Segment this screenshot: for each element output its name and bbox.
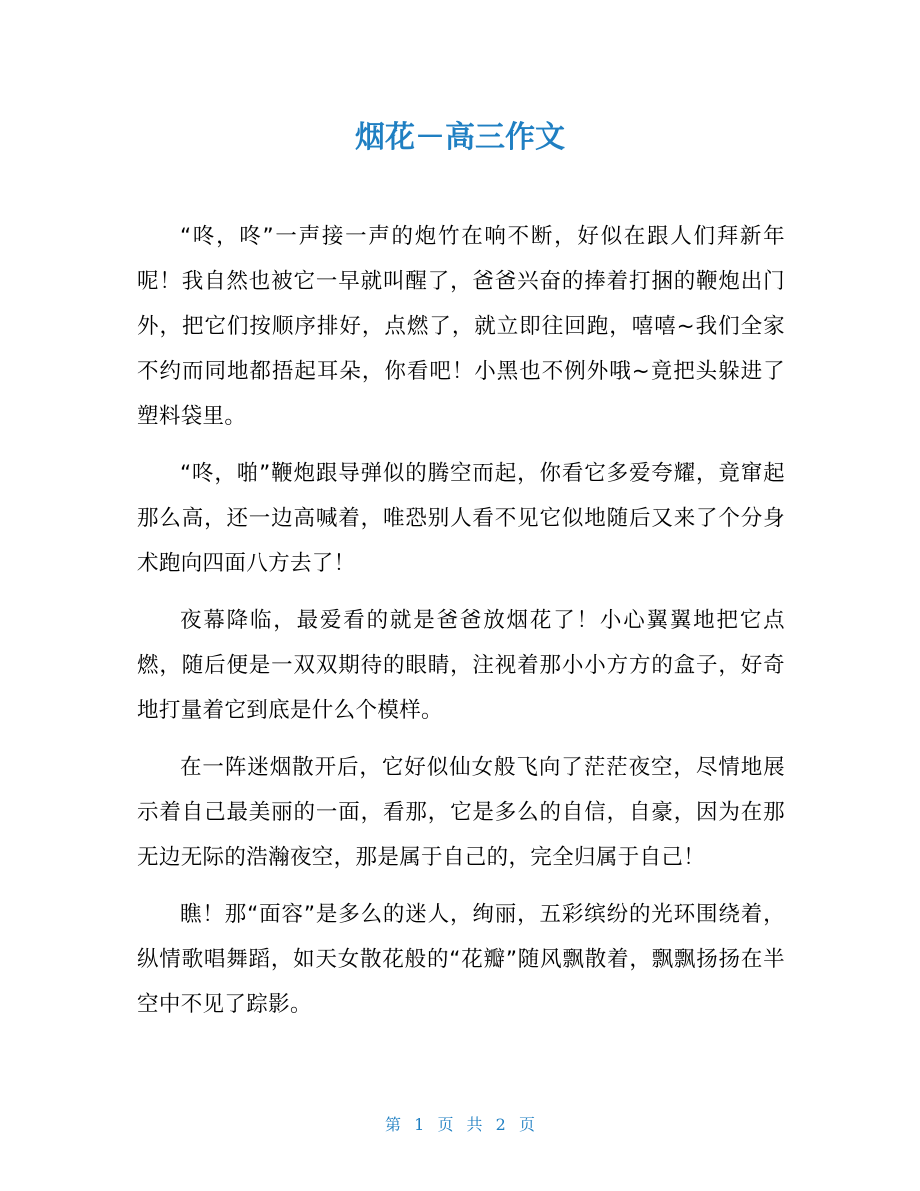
paragraph-5: 瞧！那“面容”是多么的迷人，绚丽，五彩缤纷的光环围绕着，纵情歌唱舞蹈，如天女散花般的“花瓣”随风飘散着，飘飘扬扬在半空中不见了踪影。 (137, 902, 785, 1017)
footer-word-gong: 共 (466, 1115, 483, 1134)
footer-word-di: 第 (385, 1115, 402, 1134)
footer-total-pages: 2 (495, 1115, 506, 1134)
document-title: 烟花－高三作文 (355, 120, 565, 155)
page-footer (0, 1113, 920, 1137)
paragraph-3: 夜幕降临，最爱看的就是爸爸放烟花了！小心翼翼地把它点燃，随后便是一双双期待的眼睛，注视着那小小方方的盒子，好奇地打量着它到底是什么个模样。 (137, 608, 785, 723)
footer-word-ye-2: 页 (518, 1115, 535, 1134)
paragraph-4: 在一阵迷烟散开后，它好似仙女般飞向了茫茫夜空，尽情地展示着自己最美丽的一面，看那，它是多么的自信，自豪，因为在那无边无际的浩瀚夜空，那是属于自己的，完全归属于自己！ (137, 755, 785, 870)
footer-word-ye: 页 (437, 1115, 454, 1134)
paragraph-2: “咚，啪”鞭炮跟导弹似的腾空而起，你看它多爱夸耀，竟窜起那么高，还一边高喊着，唯恐别人看不见它似地随后又来了个分身术跑向四面八方去了！ (137, 461, 785, 576)
footer-current-page: 1 (414, 1115, 425, 1134)
document-body (137, 214, 785, 1039)
paragraph-1: “咚，咚”一声接一声的炮竹在响不断，好似在跟人们拜新年呢！我自然也被它一早就叫醒了，爸爸兴奋的捧着打捆的鞭炮出门外，把它们按顺序排好，点燃了，就立即往回跑，嘻嘻~我们全家不约而同地都捂起耳朵，你看吧！小黑也不例外哦~竟把头躲进了塑料袋里。 (137, 224, 785, 429)
